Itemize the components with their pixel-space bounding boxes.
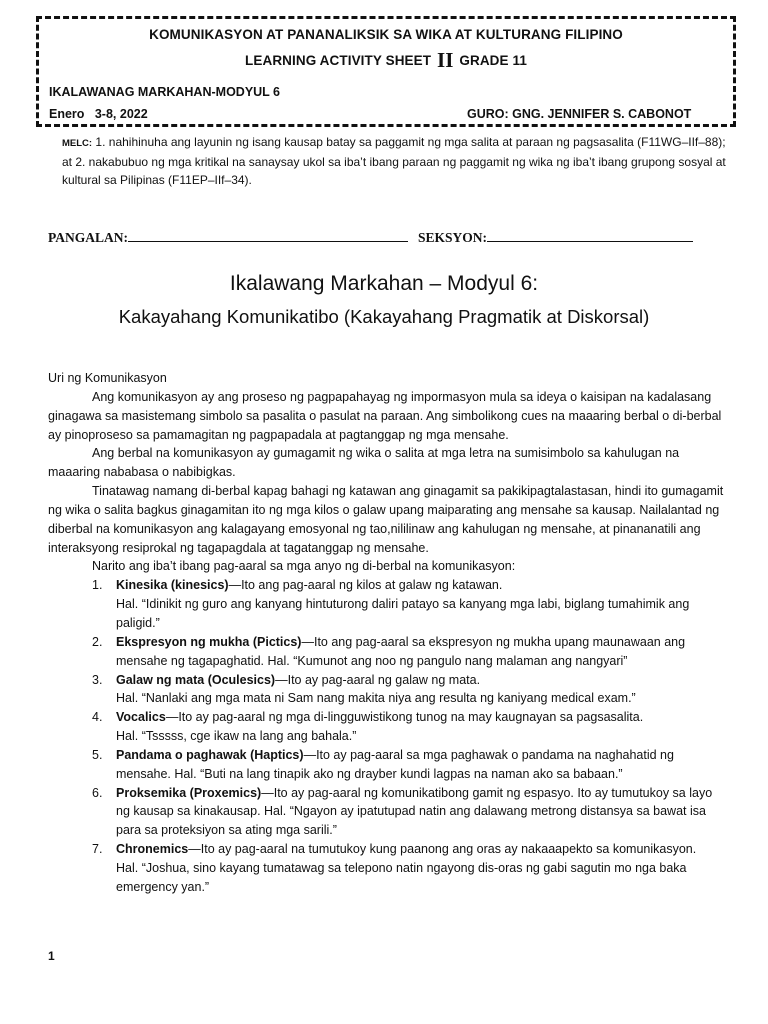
- list-example: Hal. “Nanlaki ang mga mata ni Sam nang makita niya ang resulta ng kaniyang medical exam.”: [116, 691, 636, 706]
- list-term: Ekspresyon ng mukha (Pictics): [116, 634, 302, 649]
- name-blank[interactable]: [128, 229, 408, 242]
- paragraph: Ang komunikasyon ay ang proseso ng pagpapahayag ng impormasyon mula sa ideya o kaisipan na kadalasang ginagawa sa masistemang simbolo sa pasalita o pasulat na paraan. Ang simbolikong cues na maaaring berbal o di-berbal ay pinoproseso sa pamamagitan ng pagpapadala at pagtanggap ng mga mensahe.: [48, 389, 722, 442]
- header-box: [36, 16, 736, 127]
- list-number: 7.: [92, 842, 103, 857]
- section-blank[interactable]: [487, 229, 693, 242]
- list-term: Vocalics: [116, 710, 166, 725]
- section-label: SEKSYON:: [418, 230, 488, 245]
- list-text: —Ito ay pag-aaral ng galaw ng mata.: [275, 672, 481, 687]
- date-label: Enero: [49, 107, 85, 121]
- section-heading: Uri ng Komunikasyon: [48, 371, 167, 385]
- list-term: Proksemika (Proxemics): [116, 785, 262, 800]
- lesson-body: [48, 369, 728, 897]
- list-number: 2.: [92, 634, 103, 649]
- sheet-title-grade: GRADE 11: [459, 53, 527, 68]
- list-number: 6.: [92, 785, 103, 800]
- page-number: 1: [48, 949, 55, 963]
- sheet-title-pre: LEARNING ACTIVITY SHEET: [245, 53, 432, 68]
- paragraph: Tinatawag namang di-berbal kapag bahagi ng katawan ang ginagamit sa pakikipagtalastasan, hindi ito gumagamit ng wika o salita bagkus ginagamitan ito ng mga kilos o galaw upang maiparating ang mensahe sa kausap. Nailalantad ng diberbal na komunikasyon ang kalagayang emosyonal ng tao,nililinaw ang kahulugan ng mensahe, at pinananatili ang interaksyong resiprokal ng tagapagdala at tagatanggap ng mensahe.: [48, 484, 724, 555]
- module-title: Ikalawang Markahan – Modyul 6:: [229, 272, 539, 295]
- list-text: —Ito ang pag-aaral ng kilos at galaw ng katawan.: [228, 578, 503, 593]
- course-title: KOMUNIKASYON AT PANANALIKSIK SA WIKA AT KULTURANG FILIPINO: [149, 27, 623, 42]
- list-item: [48, 746, 728, 784]
- list-item: [48, 576, 728, 633]
- module-subtitle: Kakayahang Komunikatibo (Kakayahang Pragmatik at Diskorsal): [118, 306, 650, 327]
- date-value: 3-8, 2022: [94, 107, 148, 121]
- list-item: [48, 840, 728, 897]
- melc-text: 1. nahihinuha ang layunin ng isang kausap batay sa paggamit ng mga salita at paraan ng pagsasalita (F11WG–IIf–88); at 2. nakabubuo ng mga kritikal na sanaysay ukol sa iba’t ibang paraan ng paggamit ng wika ng iba’t ibang grupong sosyal at kultural sa Pilipinas (F11EP–IIf–34).: [62, 135, 726, 187]
- teacher-label: GURO: GNG. JENNIFER S. CABONOT: [467, 107, 692, 121]
- list-term: Chronemics: [116, 842, 189, 857]
- list-text: —Ito ang pag-aaral sa ekspresyon ng mukha upang maunawaan ang mensahe ng tagapaghatid. Hal. “Kumunot ang noo ng pangulo nang malaman ang nangyari”: [116, 634, 686, 668]
- list-term: Galaw ng mata (Oculesics): [116, 672, 276, 687]
- list-text: —Ito ay pag-aaral ng komunikatibong gamit ng espasyo. Ito ay tumutukoy sa layo ng kausap sa kinakausap. Hal. “Ngayon ay ipatutupad natin ang dalawang metrong distansya sa bawat isa para sa proteksiyon sa ating mga sarili.”: [116, 785, 713, 838]
- name-label: PANGALAN:: [48, 230, 128, 245]
- paragraph: Ang berbal na komunikasyon ay gumagamit ng wika o salita at mga letra na sumisimbolo sa kahulugan na maaaring nababasa o nabibigkas.: [48, 446, 680, 480]
- list-number: 3.: [92, 672, 103, 687]
- sheet-title: [39, 48, 733, 73]
- list-text: —Ito ay pag-aaral sa mga paghawak o pandama na naghahatid ng mensahe. Hal. “Buti na lang tinapik ako ng drayber kundi lagpas na naman ako sa babaan.”: [116, 747, 674, 781]
- list-example: Hal. “Idinikit ng guro ang kanyang hintuturong daliri patayo sa kanyang mga labi, biglang tumahimik ang paligid.”: [116, 597, 690, 630]
- module-label: IKALAWANAG MARKAHAN-MODYUL 6: [49, 85, 281, 99]
- name-field[interactable]: [48, 229, 408, 246]
- list-term: Kinesika (kinesics): [116, 578, 229, 593]
- list-item: [48, 671, 728, 709]
- list-example: Hal. “Joshua, sino kayang tumatawag sa telepono natin ngayong dis-oras ng gabi sagutin mo nga baka emergency yan.”: [116, 860, 687, 894]
- section-field[interactable]: [418, 229, 693, 246]
- list-item: [48, 633, 728, 671]
- melc-label: MELC:: [62, 138, 93, 149]
- list-number: 4.: [92, 710, 103, 725]
- melc-block: [62, 133, 732, 189]
- list-number: 1.: [92, 578, 103, 593]
- list-number: 5.: [92, 747, 103, 762]
- list-text: —Ito ay pag-aaral ng mga di-lingguwistikong tunog na may kaugnayan sa pagsasalita.: [165, 710, 644, 725]
- list-example: Hal. “Tsssss, cge ikaw na lang ang bahala.”: [116, 729, 357, 744]
- list-item: [48, 708, 728, 746]
- date-line: [49, 107, 148, 121]
- paragraph: Narito ang iba’t ibang pag-aaral sa mga anyo ng di-berbal na komunikasyon:: [92, 559, 516, 574]
- list-text: —Ito ay pag-aaral na tumutukoy kung paanong ang oras ay nakaaapekto sa komunikasyon.: [188, 842, 697, 857]
- sheet-title-roman: II: [436, 48, 454, 72]
- list-item: [48, 784, 728, 841]
- list-term: Pandama o paghawak (Haptics): [116, 747, 304, 762]
